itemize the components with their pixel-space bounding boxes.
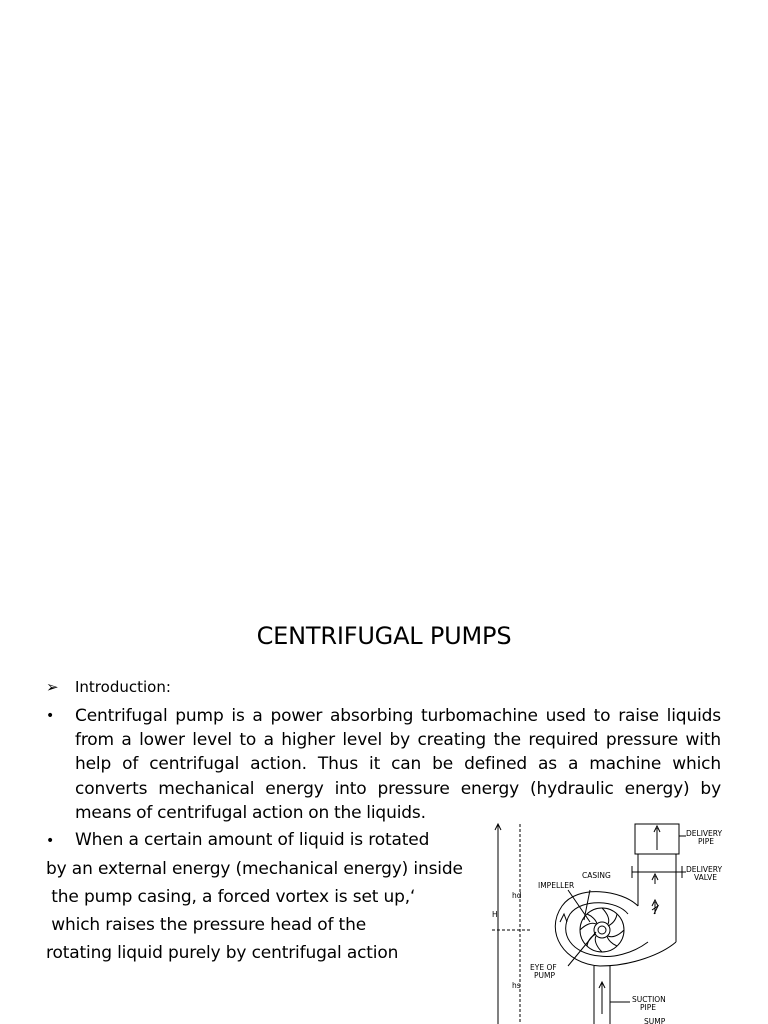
label-delivery-valve-2: VALVE bbox=[694, 873, 718, 882]
paragraph-2-line-4: which raises the pressure head of the bbox=[46, 915, 367, 935]
paragraph-2-line-3: the pump casing, a forced vortex is set up,‘ bbox=[46, 887, 416, 907]
label-eye-of-pump-1: EYE OF bbox=[530, 963, 557, 972]
label-hs: hs bbox=[512, 981, 521, 990]
intro-label: Introduction: bbox=[75, 678, 171, 696]
label-delivery-pipe-1: DELIVERY bbox=[686, 829, 723, 838]
bullet-icon: • bbox=[46, 833, 55, 849]
label-H: H bbox=[492, 910, 498, 919]
pump-diagram-svg bbox=[472, 814, 742, 1024]
bullet-icon: • bbox=[46, 708, 55, 724]
paragraph-2-line-2: by an external energy (mechanical energy) inside bbox=[46, 859, 463, 879]
centrifugal-pump-diagram bbox=[472, 814, 742, 1024]
label-impeller: IMPELLER bbox=[538, 881, 575, 890]
label-casing: CASING bbox=[582, 871, 611, 880]
label-delivery-pipe-2: PIPE bbox=[698, 837, 714, 846]
slide-title: CENTRIFUGAL PUMPS bbox=[256, 622, 512, 650]
paragraph-2-line-5: rotating liquid purely by centrifugal action bbox=[46, 943, 399, 963]
label-suction-pipe-1: SUCTION bbox=[632, 995, 666, 1004]
label-delivery-valve-1: DELIVERY bbox=[686, 865, 723, 874]
label-hd: hd bbox=[512, 891, 522, 900]
bullet-paragraph-2 bbox=[46, 826, 463, 967]
intro-item bbox=[46, 676, 171, 698]
bullet-paragraph-1 bbox=[46, 704, 721, 825]
label-sump: SUMP bbox=[644, 1017, 666, 1024]
label-eye-of-pump-2: PUMP bbox=[534, 971, 556, 980]
paragraph-1-text: Centrifugal pump is a power absorbing turbomachine used to raise liquids from a lower level to a higher level by creating the required pressure with help of centrifugal action. Thus it can be defined as a machine which converts mechanical energy into pressure energy (hydraulic energy) by means of centrifugal action on the liquids. bbox=[75, 706, 721, 823]
arrow-bullet-icon: ➢ bbox=[46, 678, 59, 696]
paragraph-2-line-1: • When a certain amount of liquid is rotated bbox=[46, 826, 463, 855]
label-suction-pipe-2: PIPE bbox=[640, 1003, 656, 1012]
